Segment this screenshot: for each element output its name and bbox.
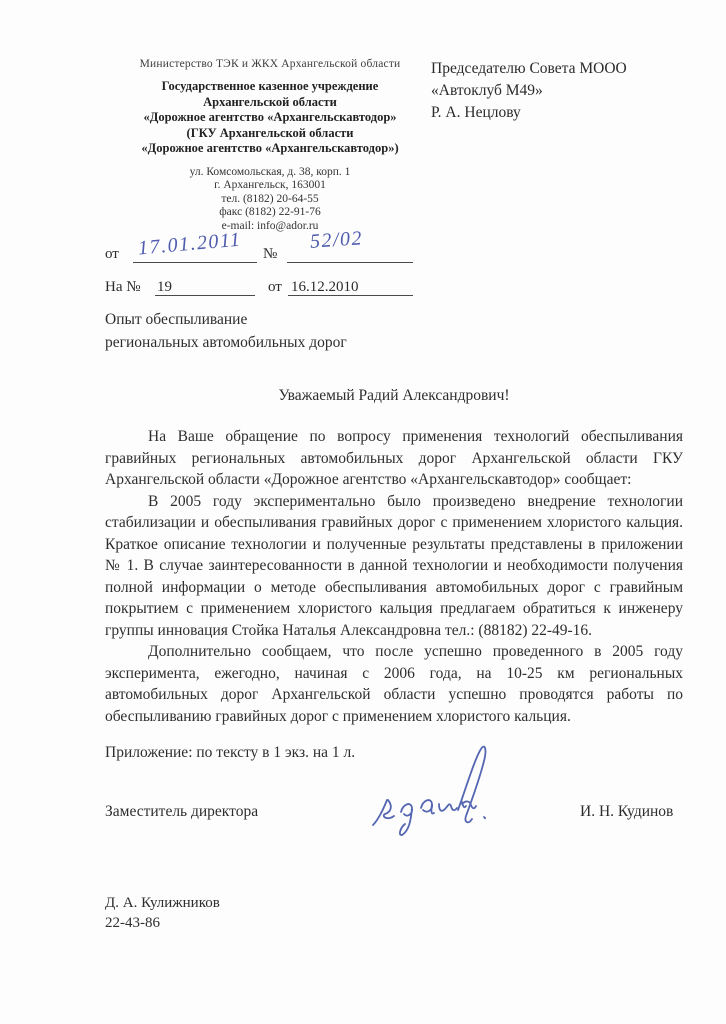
executor-block bbox=[105, 893, 220, 933]
signatory-position: Заместитель директора bbox=[105, 803, 259, 820]
on-number-label: На № bbox=[105, 279, 141, 295]
org-line: (ГКУ Архангельской области bbox=[186, 125, 354, 140]
letterhead bbox=[98, 58, 442, 233]
executor-name: Д. А. Кулижников bbox=[105, 895, 220, 911]
body-paragraph: На Ваше обращение по вопросу применения технологий обеспыливания гравийных региональных автомобильных дорог Архангельской области ГКУ Архангельской области «Дорожное агентство «Архангельскавтодор» сообщает: bbox=[105, 428, 683, 488]
handwritten-number: 52/02 bbox=[309, 227, 364, 253]
from-date-underline bbox=[133, 262, 257, 263]
contact-phone-line: тел. (8182) 20-64-55 bbox=[221, 192, 319, 205]
body-paragraph: В 2005 году экспериментально было произведено внедрение технологии стабилизации и обеспыливания гравийных дорог с применением хлористого кальция. Краткое описание технологии и полученные результаты представлены в приложении № 1. В случае заинтересованности в данной технологии и необходимости получения полной информации о методе обеспыливания автомобильных дорог с гравийным покрытием с применением хлористого кальция предлагаем обратиться к инженеру группы инновация Стойка Наталья Александровна тел.: (88182) 22-49-16. bbox=[105, 492, 683, 639]
number-label: № bbox=[263, 246, 278, 262]
org-line: «Дорожное агентство «Архангельскавтодор») bbox=[141, 141, 399, 155]
contact-email-line: e-mail: info@ador.ru bbox=[221, 219, 319, 232]
contact-address-line: ул. Комсомольская, д. 38, корп. 1 bbox=[189, 165, 351, 178]
addressee-line: Р. А. Нецлову bbox=[431, 104, 521, 121]
number-underline bbox=[287, 262, 413, 263]
reference-block bbox=[105, 227, 417, 303]
subject-line: региональных автомобильных дорог bbox=[105, 333, 347, 351]
org-line: Архангельской области bbox=[203, 94, 337, 109]
executor-phone: 22-43-86 bbox=[105, 915, 160, 931]
handwritten-signature-icon bbox=[338, 740, 498, 840]
contact-info bbox=[98, 166, 442, 234]
letter-body bbox=[105, 426, 683, 727]
from-label: от bbox=[105, 246, 119, 262]
body-paragraph: Дополнительно сообщаем, что после успешно проведенного в 2005 году эксперимента, ежегодно, начиная с 2006 года, на 10-25 км региональных автомобильных дорог Архангельской области успешно проводятся работы по обеспыливанию гравийных дорог с применением хлористого кальция. bbox=[105, 643, 683, 725]
addressee-line: Председателю Совета МООО bbox=[431, 60, 627, 77]
addressee-line: «Автоклуб М49» bbox=[431, 82, 543, 99]
on-number-value: 19 bbox=[157, 279, 172, 295]
salutation: Уважаемый Радий Александрович! bbox=[278, 387, 510, 404]
subject-block bbox=[105, 309, 347, 354]
org-line: Государственное казенное учреждение bbox=[161, 79, 379, 93]
signatory-name: И. Н. Кудинов bbox=[580, 803, 674, 820]
org-line: «Дорожное агентство «Архангельскавтодор» bbox=[143, 110, 397, 124]
addressee-block bbox=[431, 58, 627, 124]
organization-name bbox=[98, 79, 442, 157]
handwritten-from-date: 17.01.2011 bbox=[137, 228, 243, 260]
subject-line: Опыт обеспыливание bbox=[105, 311, 248, 328]
contact-city-line: г. Архангельск, 163001 bbox=[214, 179, 326, 191]
of-date-value: 16.12.2010 bbox=[291, 279, 359, 295]
contact-fax-line: факс (8182) 22-91-76 bbox=[219, 206, 321, 218]
ministry-line: Министерство ТЭК и ЖКХ Архангельской области bbox=[139, 58, 401, 70]
of-label: от bbox=[268, 279, 282, 295]
attachment-note: Приложение: по тексту в 1 экз. на 1 л. bbox=[105, 744, 356, 761]
